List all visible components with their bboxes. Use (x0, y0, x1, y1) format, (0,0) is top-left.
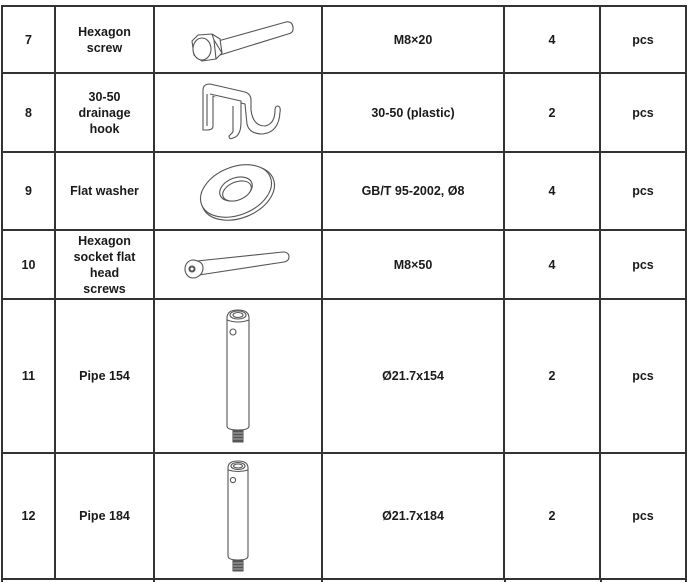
socket-head-screw-icon (183, 245, 293, 285)
item-image (154, 6, 322, 73)
item-name: 30-50 drainage hook (55, 73, 154, 152)
item-spec: Ø21.7x154 (322, 299, 504, 453)
item-name: Pipe 154 (55, 299, 154, 453)
item-image (154, 230, 322, 299)
item-name: Pipe 184 (55, 453, 154, 579)
item-spec: 30-50 (plastic) (322, 73, 504, 152)
drainage-hook-icon (193, 80, 283, 146)
item-unit: pcs (600, 73, 686, 152)
item-number: 11 (2, 299, 55, 453)
item-name: Hexagon socket flat head screws (55, 230, 154, 299)
item-quantity: 4 (504, 152, 600, 230)
item-quantity: 2 (504, 299, 600, 453)
item-number: 8 (2, 73, 55, 152)
parts-list-table (1, 5, 687, 580)
item-unit: pcs (600, 453, 686, 579)
item-image (154, 152, 322, 230)
item-unit: pcs (600, 152, 686, 230)
item-quantity: 2 (504, 453, 600, 579)
table-row (2, 230, 686, 299)
pipe-icon (223, 306, 253, 446)
item-spec: M8×20 (322, 6, 504, 73)
item-unit: pcs (600, 6, 686, 73)
item-unit: pcs (600, 230, 686, 299)
item-quantity: 2 (504, 73, 600, 152)
item-unit: pcs (600, 299, 686, 453)
item-spec: Ø21.7x184 (322, 453, 504, 579)
item-name: Hexagon screw (55, 6, 154, 73)
table-row (2, 152, 686, 230)
item-image (154, 73, 322, 152)
item-number: 9 (2, 152, 55, 230)
item-image (154, 299, 322, 453)
item-quantity: 4 (504, 230, 600, 299)
item-number: 10 (2, 230, 55, 299)
item-spec: GB/T 95-2002, Ø8 (322, 152, 504, 230)
item-number: 12 (2, 453, 55, 579)
item-number: 7 (2, 6, 55, 73)
item-name: Flat washer (55, 152, 154, 230)
table-row (2, 453, 686, 579)
hexagon-screw-icon (178, 15, 298, 65)
table-row (2, 299, 686, 453)
item-quantity: 4 (504, 6, 600, 73)
table-row (2, 73, 686, 152)
table-row (2, 6, 686, 73)
pipe-icon (223, 458, 253, 574)
flat-washer-icon (196, 158, 280, 224)
item-image (154, 453, 322, 579)
item-spec: M8×50 (322, 230, 504, 299)
